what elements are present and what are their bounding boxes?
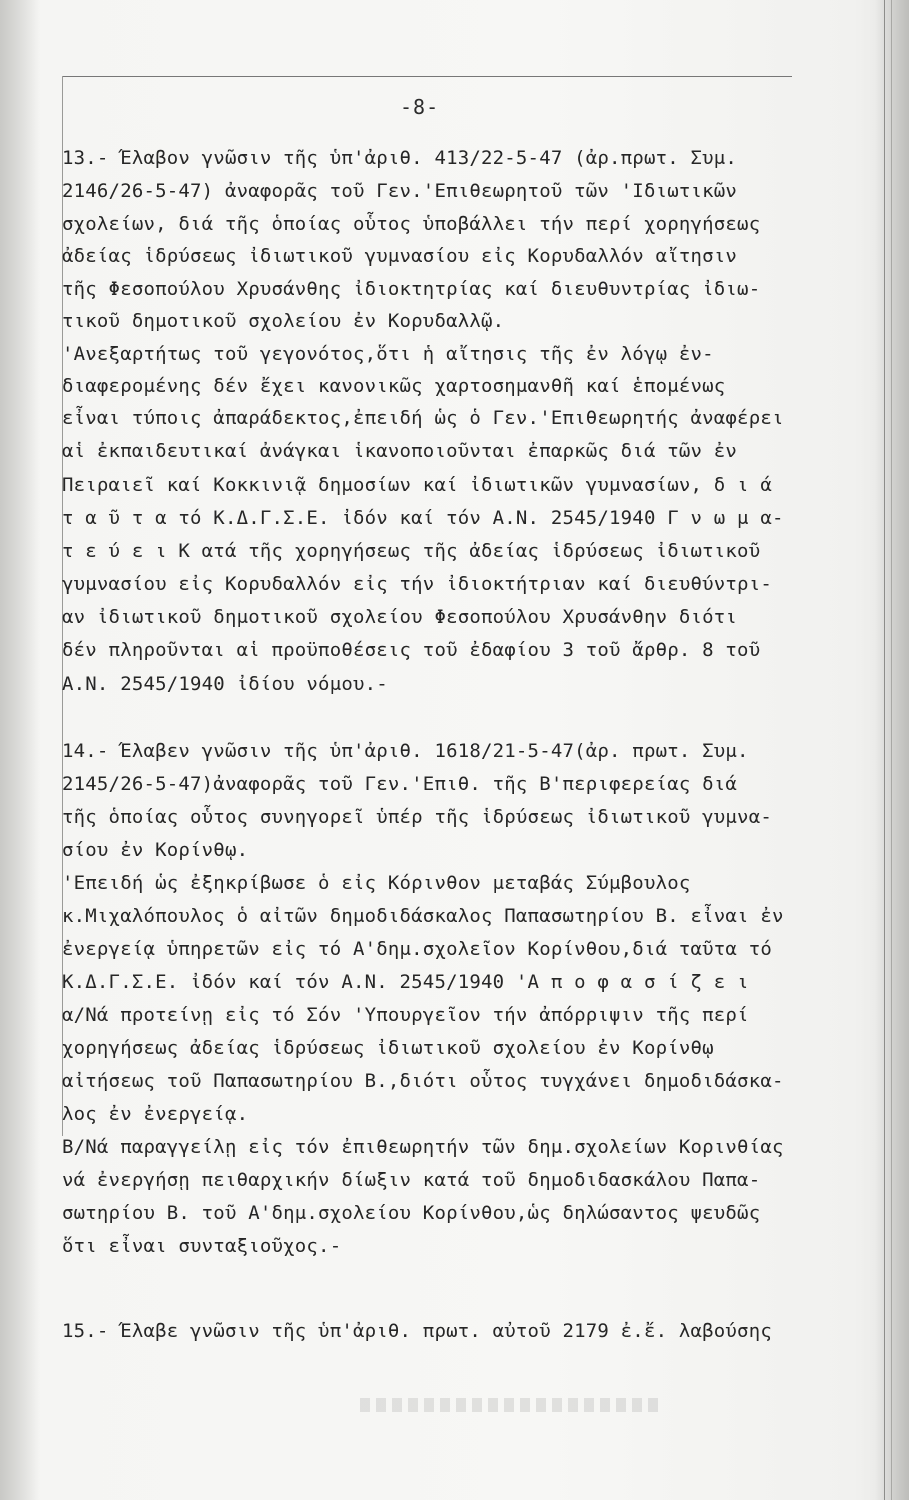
- text-line: χορηγήσεως ἀδείας ἱδρύσεως ἰδιωτικοῦ σχολείου ἐν Κορίνθῳ: [62, 1037, 714, 1059]
- text-line: Β/Νά παραγγείλῃ εἰς τόν ἐπιθεωρητήν τῶν δημ.σχολείων Κορινθίας: [62, 1136, 784, 1158]
- text-line: 'Ανεξαρτήτως τοῦ γεγονότος,ὅτι ἡ αἴτησις τῆς ἐν λόγῳ ἐν-: [62, 343, 714, 365]
- text-line: τῆς ὁποίας οὗτος συνηγορεῖ ὑπέρ τῆς ἱδρύσεως ἰδιωτικοῦ γυμνα-: [62, 806, 772, 828]
- page-number: -8-: [400, 95, 440, 119]
- text-line: γυμνασίου εἰς Κορυδαλλόν εἰς τήν ἰδιοκτήτριαν καί διευθύντρι-: [62, 573, 772, 595]
- binding-margin-noise: [2, 300, 36, 1200]
- text-line: αἰτήσεως τοῦ Παπασωτηρίου Β.,διότι οὗτος τυγχάνει δημοδιδάσκα-: [62, 1070, 784, 1092]
- text-line: 'Επειδή ὡς ἐξηκρίβωσε ὁ εἰς Κόρινθον μεταβάς Σύμβουλος: [62, 872, 691, 894]
- right-fold-line: [884, 0, 885, 1500]
- text-line: νά ἐνεργήσῃ πειθαρχικήν δίωξιν κατά τοῦ δημοδιδασκάλου Παπα-: [62, 1169, 761, 1191]
- text-line: Κ.Δ.Γ.Σ.Ε. ἰδόν καί τόν Α.Ν. 2545/1940 'Α π ο φ α σ ί ζ ε ι: [62, 971, 749, 993]
- text-line: διαφερομένης δέν ἔχει κανονικῶς χαρτοσημανθῆ καί ἑπομένως: [62, 375, 726, 397]
- text-line: αἱ ἐκπαιδευτικαί ἀνάγκαι ἱκανοποιοῦνται ἐπαρκῶς διά τῶν ἐν: [62, 440, 738, 462]
- bleed-through-noise: [360, 1398, 660, 1412]
- text-line: τικοῦ δημοτικοῦ σχολείου ἐν Κορυδαλλῷ.: [62, 310, 505, 332]
- text-line: 15.- Έλαβε γνῶσιν τῆς ὑπ'ἀριθ. πρωτ. αὐτοῦ 2179 ἐ.ἔ. λαβούσης: [62, 1320, 772, 1342]
- text-line: δέν πληροῦνται αἱ προϋποθέσεις τοῦ ἐδαφίου 3 τοῦ ἄρθρ. 8 τοῦ: [62, 639, 761, 661]
- text-line: 2146/26-5-47) ἀναφορᾶς τοῦ Γεν.'Επιθεωρητοῦ τῶν 'Ιδιωτικῶν: [62, 180, 738, 202]
- text-line: 13.- Έλαβον γνῶσιν τῆς ὑπ'ἀριθ. 413/22-5-47 (ἀρ.πρωτ. Συμ.: [62, 147, 738, 169]
- text-line: 14.- Έλαβεν γνῶσιν τῆς ὑπ'ἀριθ. 1618/21-5-47(ἀρ. πρωτ. Συμ.: [62, 740, 749, 762]
- text-line: αν ἰδιωτικοῦ δημοτικοῦ σχολείου Φεσοπούλου Χρυσάνθην διότι: [62, 606, 738, 628]
- text-line: ἀδείας ἱδρύσεως ἰδιωτικοῦ γυμνασίου εἰς Κορυδαλλόν αἴτησιν: [62, 245, 738, 267]
- text-line: Α.Ν. 2545/1940 ἰδίου νόμου.-: [62, 673, 388, 695]
- text-line: 2145/26-5-47)ἀναφορᾶς τοῦ Γεν.'Επιθ. τῆς Β'περιφερείας διά: [62, 773, 738, 795]
- text-line: ὅτι εἶναι συνταξιοῦχος.-: [62, 1235, 342, 1257]
- text-line: εἶναι τύποις ἀπαράδεκτος,ἐπειδή ὡς ὁ Γεν.'Επιθεωρητής ἀναφέρει: [62, 407, 784, 429]
- right-edge-shadow: [875, 0, 909, 1500]
- text-line: σχολείων, διά τῆς ὁποίας οὗτος ὑποβάλλει τήν περί χορηγήσεως: [62, 213, 761, 235]
- text-line: τ ε ύ ε ι Κ ατά τῆς χορηγήσεως τῆς ἀδείας ἱδρύσεως ἰδιωτικοῦ: [62, 540, 761, 562]
- text-line: λος ἐν ἐνεργείᾳ.: [62, 1103, 249, 1125]
- text-line: τ α ῦ τ α τό Κ.Δ.Γ.Σ.Ε. ἰδόν καί τόν Α.Ν. 2545/1940 Γ ν ω μ α-: [62, 507, 784, 529]
- header-rule: [62, 76, 792, 77]
- text-line: κ.Μιχαλόπουλος ὁ αἰτῶν δημοδιδάσκαλος Παπασωτηρίου Β. εἶναι ἐν: [62, 905, 784, 927]
- text-line: σωτηρίου Β. τοῦ Α'δημ.σχολείου Κορίνθου,ὡς δηλώσαντος ψευδῶς: [62, 1202, 761, 1224]
- right-fold-line-2: [891, 0, 892, 1500]
- text-line: ἐνεργείᾳ ὑπηρετῶν εἰς τό Α'δημ.σχολεῖον Κορίνθου,διά ταῦτα τό: [62, 938, 772, 960]
- text-line: α/Νά προτείνῃ εἰς τό Σόν 'Υπουργεῖον τήν ἀπόρριψιν τῆς περί: [62, 1004, 749, 1026]
- text-line: σίου ἐν Κορίνθῳ.: [62, 839, 249, 861]
- text-line: Πειραιεῖ καί Κοκκινιᾷ δημοσίων καί ἰδιωτικῶν γυμνασίων, δ ι ά: [62, 474, 772, 496]
- text-line: τῆς Φεσοπούλου Χρυσάνθης ἰδιοκτητρίας καί διευθυντρίας ἰδιω-: [62, 278, 761, 300]
